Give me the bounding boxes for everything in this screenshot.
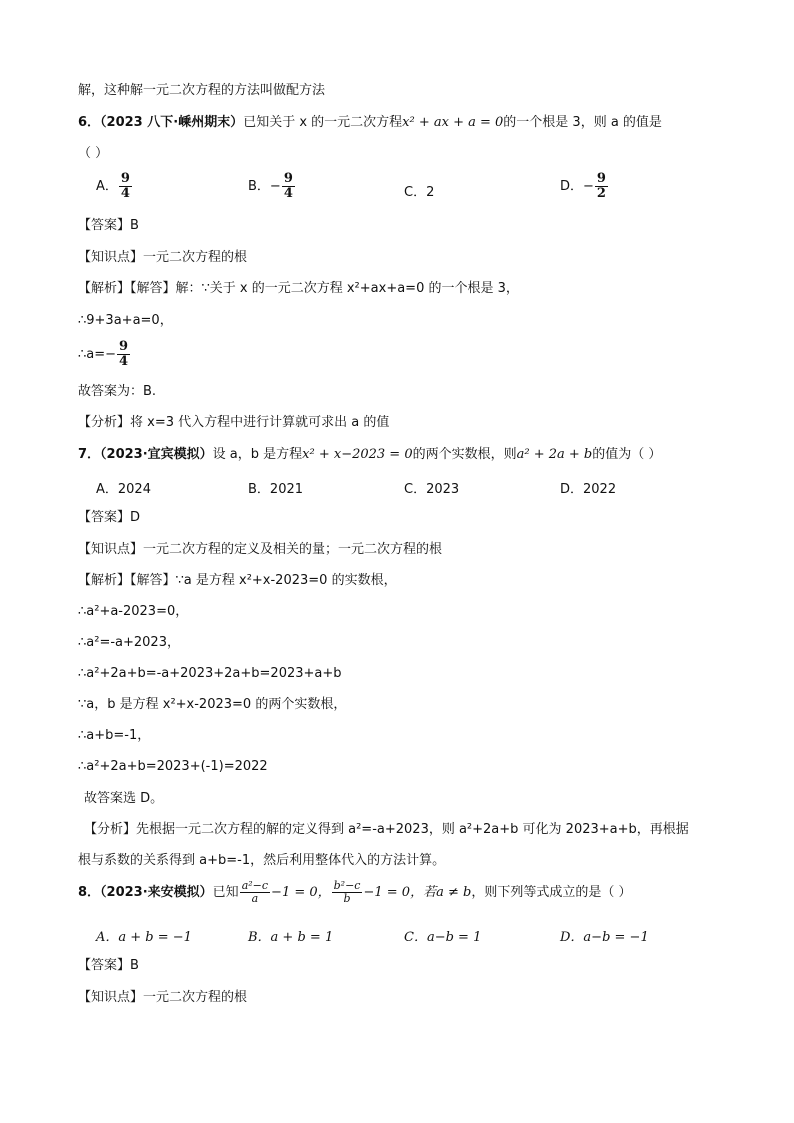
numerator: 9: [596, 171, 606, 186]
question-text: 已知关于 x 的一元二次方程: [243, 115, 403, 130]
solution-step: ∴a²+2a+b=-a+2023+2a+b=2023+a+b: [78, 666, 342, 681]
math-expression: x² + x−2023 = 0: [302, 447, 413, 462]
fraction: [595, 172, 608, 201]
option-b: B．a + b = 1: [248, 930, 334, 945]
denominator: 4: [119, 354, 129, 369]
question-number: 7．: [78, 447, 101, 462]
analysis-line: 根与系数的关系得到 a+b=-1，然后利用整体代入的方法计算。: [78, 853, 446, 868]
solution-line: 【解析】【解答】∵a 是方程 x²+x-2023=0 的实数根，: [78, 573, 397, 588]
answer-blank: （ ）: [78, 146, 109, 161]
option-a: A．2024: [96, 482, 151, 497]
denominator: 2: [596, 186, 606, 201]
question-7-stem: [78, 446, 661, 464]
question-text: 的一个根是 3，则 a 的值是: [503, 115, 662, 130]
step-text: ∴a=: [78, 347, 106, 362]
knowledge-point-line: 【知识点】一元二次方程的根: [78, 250, 248, 265]
option-d: [560, 172, 609, 201]
answer-line: 【答案】D: [78, 510, 141, 525]
math-expression: x² + ax + a = 0: [402, 115, 504, 130]
solution-line: 【解析】【解答】解：∵关于 x 的一元二次方程 x²+ax+a=0 的一个根是 3，: [78, 281, 519, 296]
fraction: [117, 340, 130, 369]
question-text: 的两个实数根，则: [412, 447, 517, 462]
option-c: C．2: [404, 185, 435, 200]
solution-step: ∴a²+a-2023=0，: [78, 604, 189, 619]
solution-step: [78, 340, 131, 369]
minus-sign: −: [269, 179, 281, 194]
question-number: 6．: [78, 115, 101, 130]
denominator: 4: [120, 186, 130, 201]
option-b: [248, 172, 296, 201]
option-label: A．: [96, 179, 118, 194]
text-line: 解，这种解一元二次方程的方法叫做配方法: [78, 83, 326, 98]
denominator: b: [343, 892, 351, 905]
solution-step: ∴a²+2a+b=2023+(-1)=2022: [78, 759, 268, 774]
option-label: B．: [248, 179, 270, 194]
question-text: 设 a，b 是方程: [212, 447, 303, 462]
minus-sign: −: [583, 179, 594, 194]
question-source: （2023·来安模拟）: [100, 885, 213, 900]
option-label: D．: [560, 179, 584, 194]
question-source: （2023·宜宾模拟）: [100, 447, 213, 462]
minus-sign: −: [105, 347, 117, 362]
numerator: b²−c: [333, 879, 361, 892]
solution-step: ∴a+b=-1，: [78, 728, 151, 743]
question-source: （2023 八下·嵊州期末）: [100, 115, 244, 130]
solution-step: ∴a²=-a+2023，: [78, 635, 180, 650]
fraction: [119, 172, 132, 201]
option-c: C．a−b = 1: [404, 930, 482, 945]
answer-line: 【答案】B: [78, 958, 139, 973]
knowledge-point-line: 【知识点】一元二次方程的根: [78, 990, 248, 1005]
knowledge-point-line: 【知识点】一元二次方程的定义及相关的量；一元二次方程的根: [78, 542, 443, 557]
solution-step: 故答案为：B.: [78, 384, 157, 399]
option-d: D．a−b = −1: [560, 930, 649, 945]
numerator: 9: [120, 171, 130, 186]
question-text: ，则下列等式成立的是（ ）: [471, 885, 632, 900]
question-text: 已知: [212, 885, 239, 900]
fraction: [240, 880, 270, 905]
denominator: 4: [283, 186, 293, 201]
fraction: [282, 172, 295, 201]
question-number: 8．: [78, 885, 101, 900]
solution-step: ∵a，b 是方程 x²+x-2023=0 的两个实数根，: [78, 697, 347, 712]
solution-step: 故答案选 D。: [84, 791, 164, 806]
math-expression: a² + 2a + b: [516, 447, 593, 462]
option-a: [96, 172, 133, 201]
math-expression: −1 = 0，若: [363, 885, 437, 900]
math-expression: −1 = 0，: [271, 885, 331, 900]
solution-step: ∴9+3a+a=0，: [78, 313, 173, 328]
question-6-stem: [78, 114, 662, 132]
option-c: C．2023: [404, 482, 460, 497]
numerator: 9: [119, 339, 129, 354]
question-text: 的值为（ ）: [592, 447, 662, 462]
analysis-line: 【分析】将 x=3 代入方程中进行计算就可求出 a 的值: [78, 415, 390, 430]
math-expression: a ≠ b: [436, 885, 472, 900]
denominator: a: [251, 892, 259, 905]
answer-line: 【答案】B: [78, 218, 139, 233]
fraction: [332, 880, 363, 905]
numerator: a²−c: [241, 879, 269, 892]
numerator: 9: [283, 171, 293, 186]
option-b: B．2021: [248, 482, 304, 497]
option-a: A．a + b = −1: [96, 930, 192, 945]
option-d: D．2022: [560, 482, 617, 497]
question-8-stem: [78, 880, 631, 905]
analysis-line: 【分析】先根据一元二次方程的解的定义得到 a²=-a+2023，则 a²+2a+b 可化为 2023+a+b，再根据: [84, 822, 689, 837]
